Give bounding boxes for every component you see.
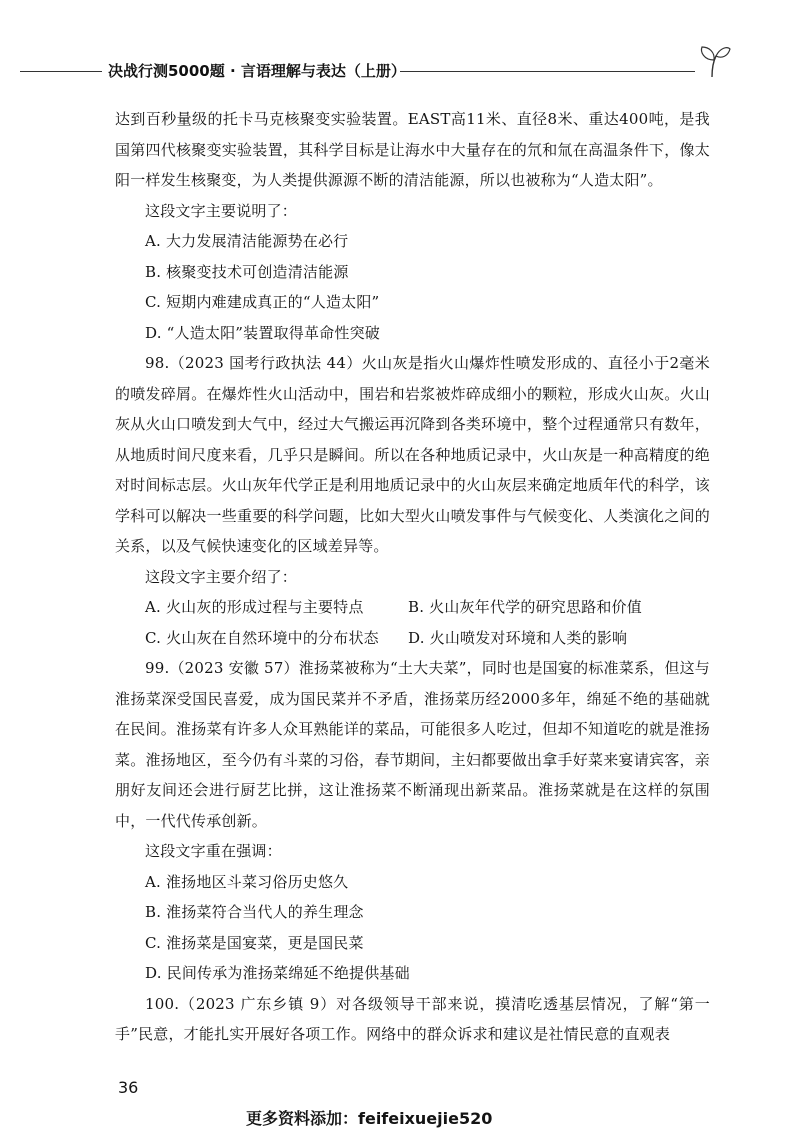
q98-option-d: D. 火山喷发对环境和人类的影响	[408, 628, 628, 647]
q99-passage: 99.（2023 安徽 57）淮扬菜被称为“土大夫菜”，同时也是国宴的标准菜系，但这与淮扬菜深受国民喜爱，成为国民菜并不矛盾，淮扬菜历经2000多年，绵延不绝的基础就在民间。淮扬菜有许多人众耳熟能详的菜品，可能很多人吃过，但却不知道吃的就是淮扬菜。淮扬地区，至今仍有斗菜的习俗，春节期间，主妇都要做出拿手好菜来宴请宾客，亲朋好友间还会进行厨艺比拼，这让淮扬菜不断涌现出新菜品。淮扬菜就是在这样的氛围中，一代代传承创新。	[115, 659, 710, 830]
q99-option-b: B. 淮扬菜符合当代人的养生理念	[145, 903, 364, 921]
q97-option-c: C. 短期内难建成真正的“人造太阳”	[145, 293, 380, 311]
running-header	[20, 56, 720, 88]
q98-option-a: A. 火山灰的形成过程与主要特点	[145, 598, 364, 616]
q98-option-c: C. 火山灰在自然环境中的分布状态	[145, 628, 379, 647]
q98-stem: 这段文字主要介绍了：	[145, 567, 298, 586]
q98-passage: 98.（2023 国考行政执法 44）火山灰是指火山爆炸性喷发形成的、直径小于2毫米的喷发碎屑。在爆炸性火山活动中，围岩和岩浆被炸碎成细小的颗粒，形成火山灰。火山灰从火山口喷发到大气中，经过大气搬运再沉降到各类环境中，整个过程通常只有数年，从地质时间尺度来看，几乎只是瞬间。所以在各种地质记录中，火山灰是一种高精度的绝对时间标志层。火山灰年代学正是利用地质记录中的火山灰层来确定地质年代的科学，该学科可以解决一些重要的科学问题，比如大型火山喷发事件与气候变化、人类演化之间的关系，以及气候快速变化的区域差异等。	[115, 354, 710, 555]
page-body	[115, 104, 710, 1050]
q99-stem: 这段文字重在强调：	[145, 842, 282, 860]
q100-passage: 100.（2023 广东乡镇 9）对各级领导干部来说，摸清吃透基层情况，了解“第一手”民意，才能扎实开展好各项工作。网络中的群众诉求和建议是社情民意的直观表	[115, 994, 710, 1043]
page-number: 36	[118, 1078, 139, 1097]
q99-option-c: C. 淮扬菜是国宴菜，更是国民菜	[145, 933, 364, 952]
book-title: 决战行测5000题 · 言语理解与表达（上册）	[108, 62, 406, 80]
header-rule-right	[400, 71, 695, 72]
q99-option-d: D. 民间传承为淮扬菜绵延不绝提供基础	[145, 964, 410, 982]
q97-option-b: B. 核聚变技术可创造清洁能源	[145, 262, 349, 281]
q99-option-a: A. 淮扬地区斗菜习俗历史悠久	[145, 872, 349, 891]
q97-option-d: D. “人造太阳”装置取得革命性突破	[145, 323, 380, 342]
header-rule-left	[20, 71, 102, 72]
q98-options-row-2	[115, 623, 710, 654]
sprout-icon	[692, 44, 732, 78]
q98-options-row-1	[115, 592, 710, 623]
q97-stem: 这段文字主要说明了：	[145, 201, 298, 220]
q97-option-a: A. 大力发展清洁能源势在必行	[145, 232, 349, 250]
q97-passage-continued: 达到百秒量级的托卡马克核聚变实验装置。EAST高11米、直径8米、重达400吨，是我国第四代核聚变实验装置，其科学目标是让海水中大量存在的氘和氚在高温条件下，像太阳一样发生核聚变，为人类提供源源不断的清洁能源，所以也被称为“人造太阳”。	[115, 110, 710, 189]
q98-option-b: B. 火山灰年代学的研究思路和价值	[408, 598, 642, 616]
footer-note: 更多资料添加：feifeixuejie520	[246, 1109, 493, 1128]
